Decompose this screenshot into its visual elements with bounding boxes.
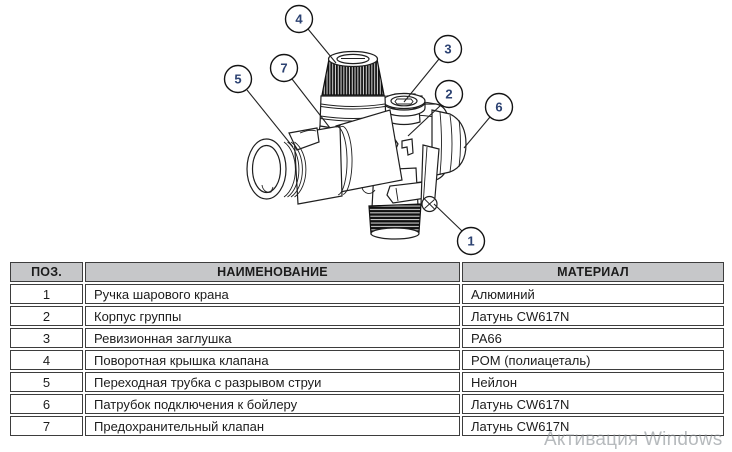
callout-number: 1	[467, 233, 475, 249]
callout-6	[486, 94, 513, 121]
material-cell: POM (полиацеталь)	[462, 350, 724, 370]
callout-7	[271, 55, 298, 82]
name-cell: Поворотная крышка клапана	[85, 350, 460, 370]
table-row	[10, 394, 724, 414]
material-cell: Алюминий	[462, 284, 724, 304]
material-cell: Латунь CW617N	[462, 394, 724, 414]
name-cell: Ручка шарового крана	[85, 284, 460, 304]
callout-1	[458, 228, 485, 255]
callout-number: 7	[280, 60, 288, 76]
transition-cone	[336, 110, 402, 193]
callout-number: 2	[445, 86, 453, 102]
material-cell: PA66	[462, 328, 724, 348]
name-cell: Корпус группы	[85, 306, 460, 326]
header-material: МАТЕРИАЛ	[462, 262, 724, 282]
name-cell: Ревизионная заглушка	[85, 328, 460, 348]
pos-cell: 5	[10, 372, 83, 392]
table-row	[10, 284, 724, 304]
name-cell: Предохранительный клапан	[85, 416, 460, 436]
callout-3	[435, 36, 462, 63]
name-cell: Патрубок подключения к бойлеру	[85, 394, 460, 414]
parts-table	[8, 260, 726, 438]
callout-5	[225, 66, 252, 93]
pos-cell: 4	[10, 350, 83, 370]
pos-cell: 6	[10, 394, 83, 414]
name-cell: Переходная трубка с разрывом струи	[85, 372, 460, 392]
pos-cell: 3	[10, 328, 83, 348]
pos-cell: 7	[10, 416, 83, 436]
windows-activation-watermark: Активация Windows	[544, 429, 723, 450]
parts-table-header	[10, 262, 724, 282]
table-body	[10, 284, 724, 436]
table-row	[10, 372, 724, 392]
material-cell: Латунь CW617N	[462, 306, 724, 326]
header-name: НАИМЕНОВАНИЕ	[85, 262, 460, 282]
pos-cell: 1	[10, 284, 83, 304]
callout-2	[436, 81, 463, 108]
callout-number: 3	[444, 41, 452, 57]
callout-number: 6	[495, 99, 503, 115]
callout-4	[286, 6, 313, 33]
callout-number: 5	[234, 71, 242, 87]
material-cell: Нейлон	[462, 372, 724, 392]
header-pos: ПОЗ.	[10, 262, 83, 282]
header-row	[10, 262, 724, 282]
table-row	[10, 350, 724, 370]
material-cell: Латунь CW617N	[462, 416, 724, 436]
table-row	[10, 306, 724, 326]
table-row	[10, 328, 724, 348]
callout-number: 4	[295, 11, 303, 27]
pos-cell: 2	[10, 306, 83, 326]
